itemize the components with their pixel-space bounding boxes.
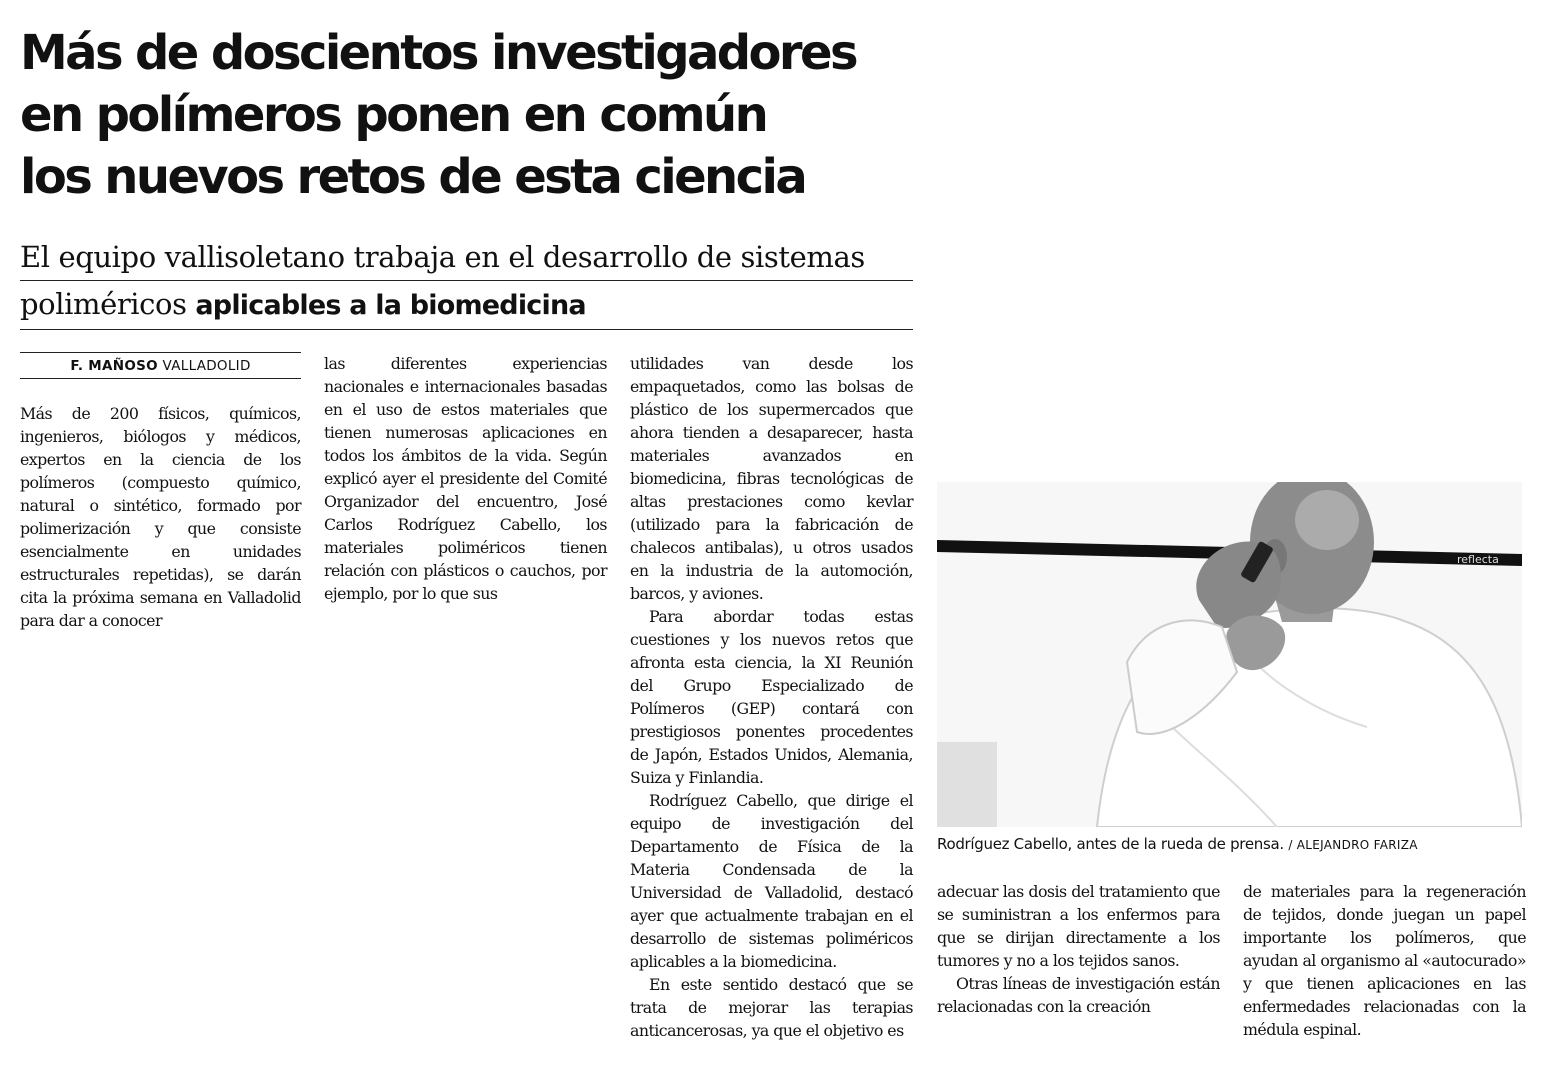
photo-caption bbox=[937, 835, 1537, 853]
headline bbox=[20, 22, 920, 208]
subhead-bold: aplicables a la biomedicina bbox=[195, 290, 586, 321]
subhead-line-1: El equipo vallisoletano trabaja en el desarrollo de sistemas bbox=[20, 234, 913, 281]
man-on-phone-illustration bbox=[937, 482, 1522, 827]
column-1 bbox=[20, 402, 301, 632]
paragraph: Para abordar todas estas cuestiones y los nuevos retos que afronta esta ciencia, la XI Reunión del Grupo Especializado de Polímeros (GEP) contará con prestigiosos ponentes procedentes de Japón, Estados Unidos, Alemania, Suiza y Finlandia. bbox=[630, 607, 913, 787]
banner-sign: reflecta bbox=[1457, 553, 1499, 566]
paragraph: de materiales para la regeneración de tejidos, donde juegan un papel importante los polímeros, que ayudan al organismo al «autocurado» y que tienen aplicaciones en las enfermedades relacionadas con la médula espinal. bbox=[1243, 882, 1526, 1039]
caption-text: Rodríguez Cabello, antes de la rueda de prensa. bbox=[937, 835, 1284, 853]
byline-place: VALLADOLID bbox=[162, 358, 251, 374]
bleed-through-texture bbox=[960, 0, 1420, 337]
paragraph: En este sentido destacó que se trata de mejorar las terapias anticancerosas, ya que el objetivo es bbox=[630, 975, 913, 1040]
paragraph: adecuar las dosis del tratamiento que se suministran a los enfermos para que se dirijan directamente a los tumores y no a los tejidos sanos. bbox=[937, 882, 1220, 970]
headline-line-1: Más de doscientos investigadores bbox=[20, 25, 856, 81]
paragraph: Más de 200 físicos, químicos, ingenieros, biólogos y médicos, expertos en la ciencia de los polímeros (compuesto químico, natural o sintético, formado por polimerización y que consiste esencialmente en unidades estructurales repetidas), se darán cita la próxima semana en Valladolid para dar a conocer bbox=[20, 404, 301, 630]
column-5 bbox=[1243, 880, 1526, 1041]
paragraph: utilidades van desde los empaquetados, como las bolsas de plástico de los supermercados que ahora tienden a desaparecer, hasta materiales avanzados en biomedicina, fibras tecnológicas de altas prestaciones como kevlar (utilizado para la fabricación de chalecos antibalas), u otros usados en la industria de la automoción, barcos, y aviones. bbox=[630, 354, 913, 603]
column-2 bbox=[324, 352, 607, 605]
paragraph: las diferentes experiencias nacionales e internacionales basadas en el uso de estos materiales que tienen numerosas aplicaciones en todos los ámbitos de la vida. Según explicó ayer el presidente del Comité Organizador del encuentro, José Carlos Rodríguez Cabello, los materiales poliméricos tienen relación con plásticos o cauchos, por ejemplo, por lo que sus bbox=[324, 354, 607, 603]
byline bbox=[20, 352, 301, 379]
news-photo bbox=[937, 482, 1522, 827]
byline-author: F. MAÑOSO bbox=[70, 358, 158, 374]
photo-credit: / ALEJANDRO FARIZA bbox=[1288, 838, 1418, 852]
headline-line-2: en polímeros ponen en común bbox=[20, 87, 767, 143]
column-4 bbox=[937, 880, 1220, 1018]
subhead-plain: poliméricos bbox=[20, 287, 187, 321]
column-3 bbox=[630, 352, 913, 1042]
paragraph: Otras líneas de investigación están relacionadas con la creación bbox=[937, 974, 1220, 1016]
subhead-line-2 bbox=[20, 281, 913, 330]
headline-line-3: los nuevos retos de esta ciencia bbox=[20, 149, 806, 205]
subheadline bbox=[20, 234, 913, 330]
paragraph: Rodríguez Cabello, que dirige el equipo de investigación del Departamento de Física de la Materia Condensada de la Universidad de Valladolid, destacó ayer que actualmente trabajan en el desarrollo de sistemas poliméricos aplicables a la biomedicina. bbox=[630, 791, 913, 971]
